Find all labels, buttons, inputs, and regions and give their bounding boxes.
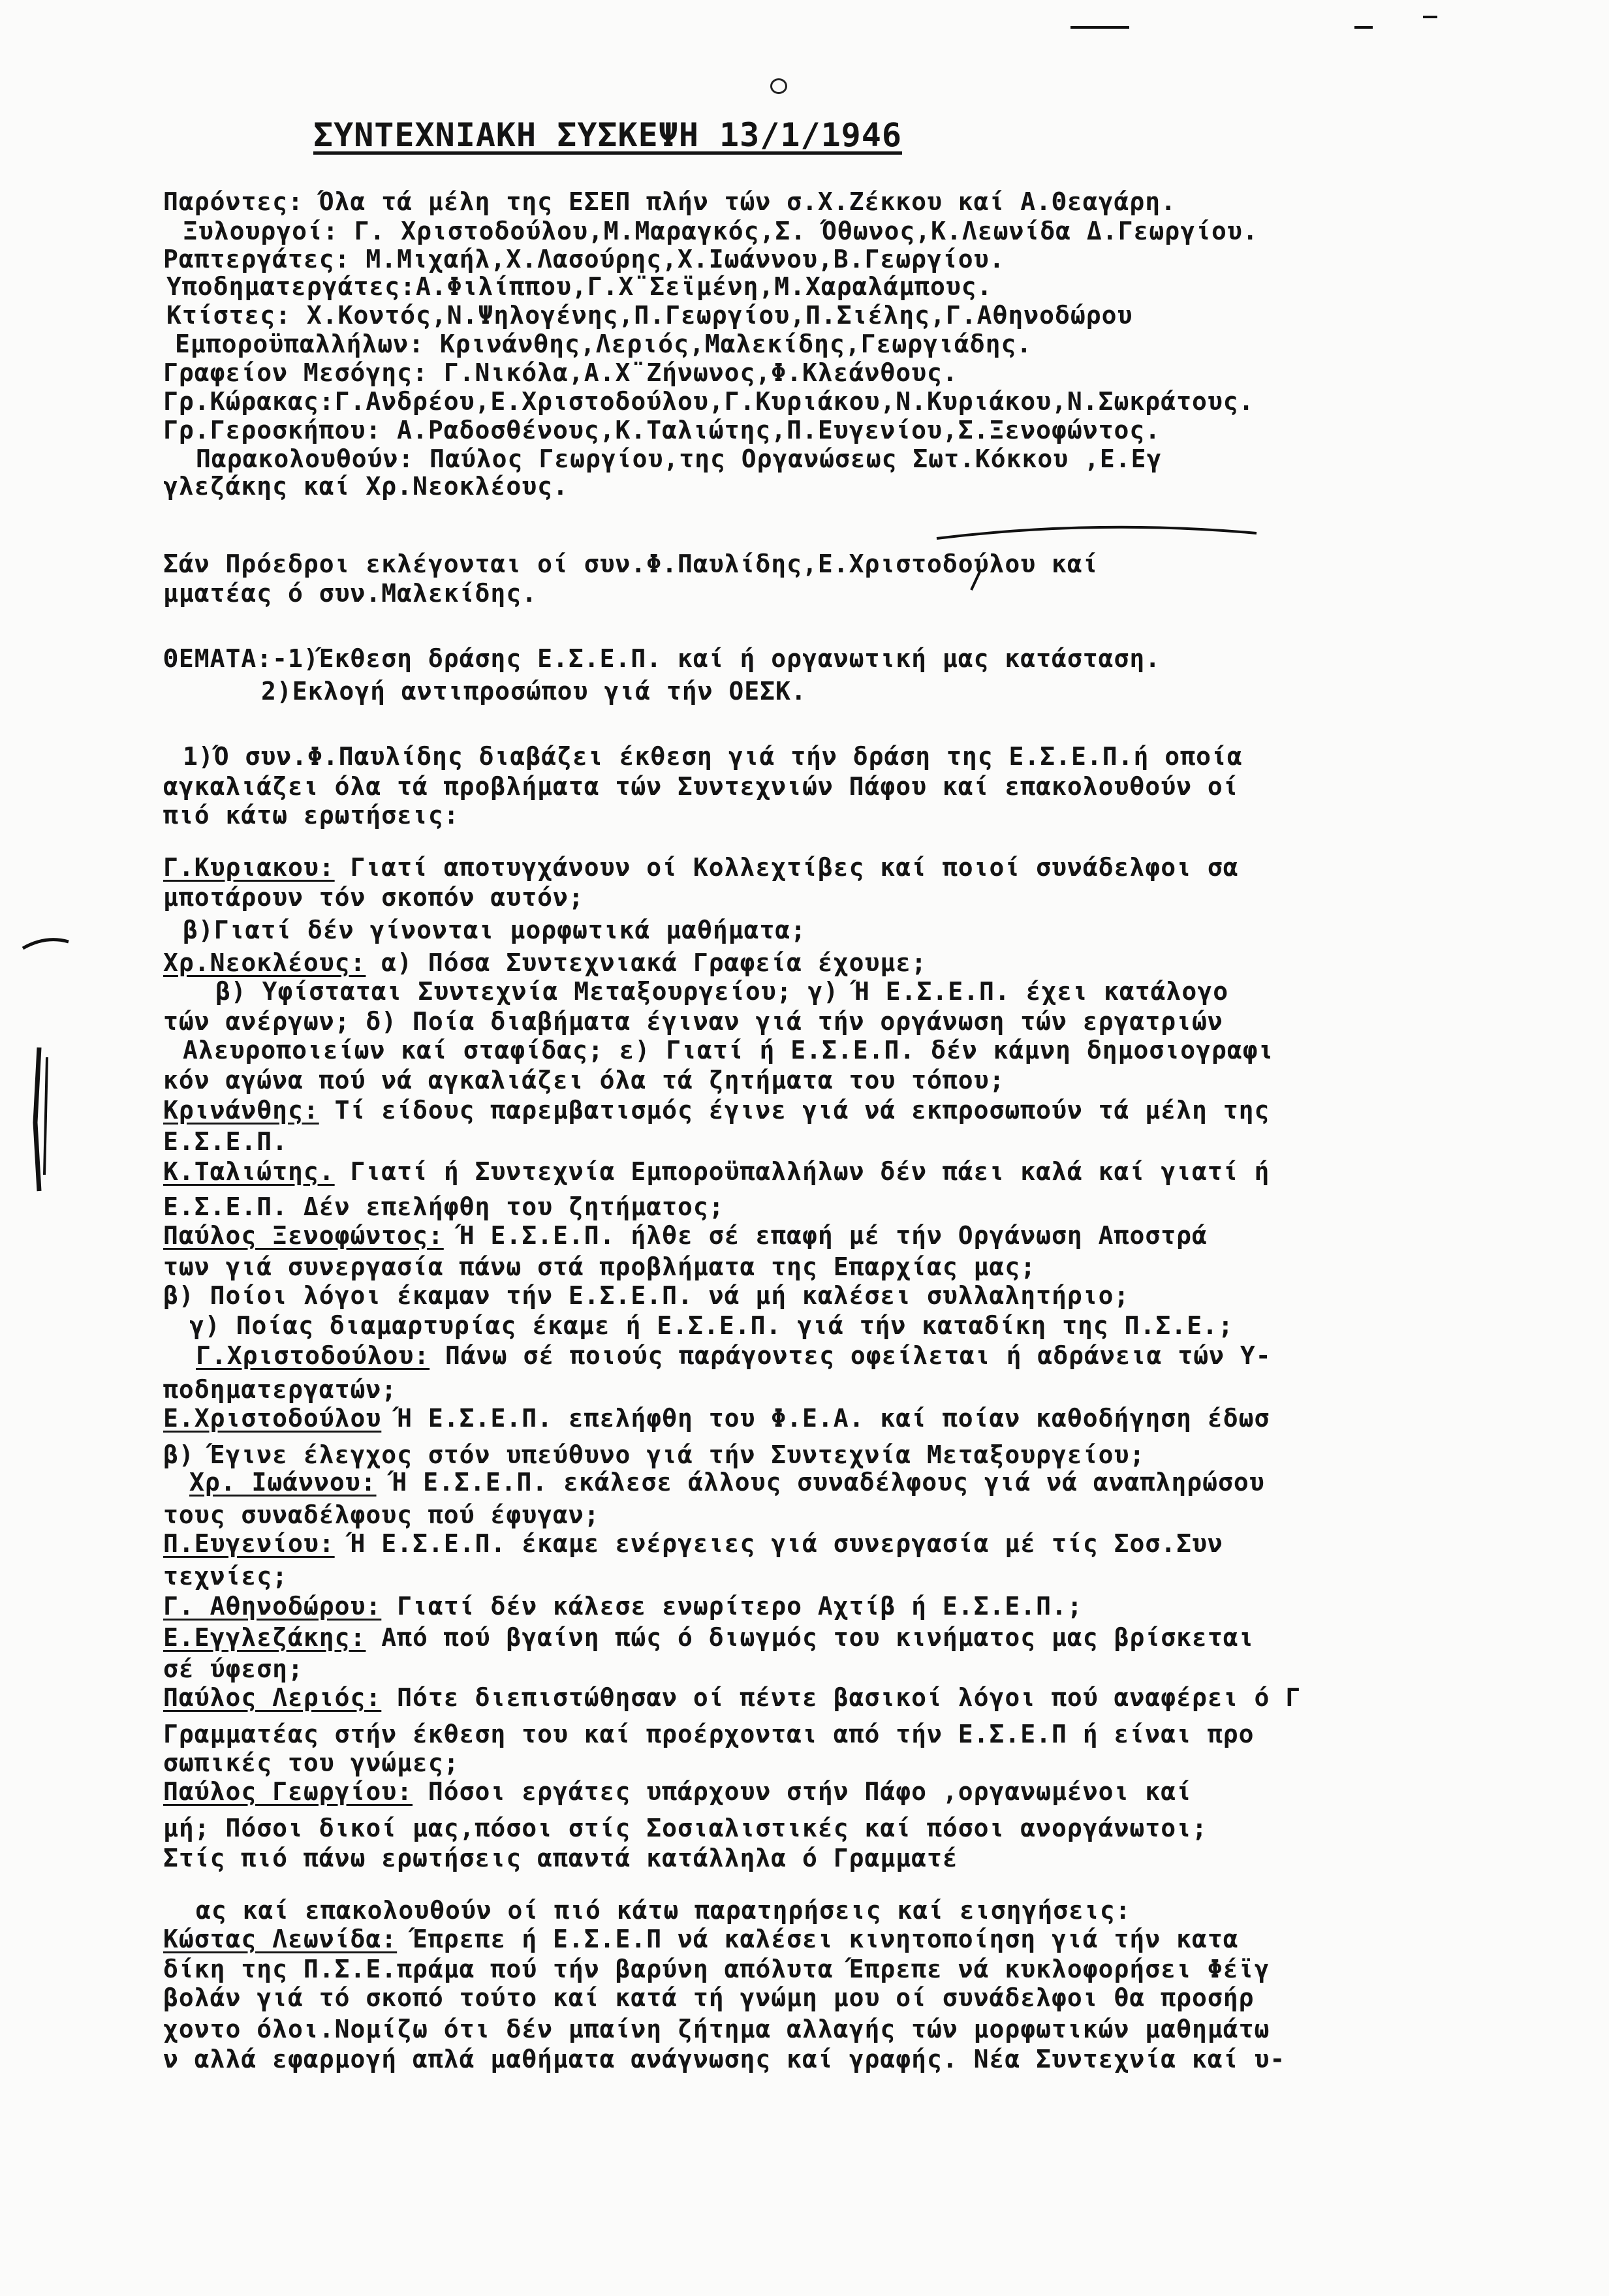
- speaker-label: Π.Ευγενίου:: [163, 1529, 335, 1558]
- text-line: Κρινάνθης: Τί είδους παρεμβατισμός έγινε γιά νά εκπροσωπούν τά μέλη της: [163, 1096, 1270, 1125]
- speaker-label: Κ.Ταλιώτης.: [163, 1157, 335, 1186]
- text-line: πιό κάτω ερωτήσεις:: [163, 801, 460, 830]
- text-line: ΘΕΜΑΤΑ:-1)Έκθεση δράσης Ε.Σ.Ε.Π. καί ή οργανωτική μας κατάσταση.: [163, 644, 1161, 673]
- text-line: Εμποροϋπαλλήλων: Κρινάνθης,Λεριός,Μαλεκίδης,Γεωργιάδης.: [175, 330, 1033, 358]
- scan-mark: [1070, 26, 1129, 29]
- text-line: Παύλος Γεωργίου: Πόσοι εργάτες υπάρχουν στήν Πάφο ,οργανωμένοι καί: [163, 1777, 1192, 1806]
- text-line: Κ.Ταλιώτης. Γιατί ή Συντεχνία Εμποροϋπαλλήλων δέν πάει καλά καί γιατί ή: [163, 1157, 1270, 1186]
- text-line: γλεζάκης καί Χρ.Νεοκλέους.: [163, 472, 569, 501]
- margin-arrow-mark: [20, 930, 72, 956]
- text-line: Ε.Χριστοδούλου Ή Ε.Σ.Ε.Π. επελήφθη του Φ.Ε.Α. καί ποίαν καθοδήγηση έδωσ: [163, 1404, 1270, 1433]
- text-line: Π.Ευγενίου: Ή Ε.Σ.Ε.Π. έκαμε ενέργειες γιά συνεργασία μέ τίς Σοσ.Συν: [163, 1529, 1223, 1558]
- text-line: ποδηματεργατών;: [163, 1375, 398, 1404]
- text-line: Υποδηματεργάτες:Α.Φιλίππου,Γ.Χ¨Σεϊμένη,Μ.Χαραλάμπους.: [166, 272, 993, 301]
- scan-mark: [1354, 26, 1373, 29]
- scan-mark: [770, 78, 787, 94]
- text-line: Ραπτεργάτες: Μ.Μιχαήλ,Χ.Λασούρης,Χ.Ιωάννου,Β.Γεωργίου.: [163, 245, 1005, 273]
- text-line: Στίς πιό πάνω ερωτήσεις απαντά κατάλληλα ό Γραμματέ: [163, 1844, 958, 1872]
- text-line: τών ανέργων; δ) Ποία διαβήματα έγιναν γιά τήν οργάνωση τών εργατριών: [163, 1007, 1223, 1036]
- text-line: τους συναδέλφους πού έφυγαν;: [163, 1500, 600, 1529]
- text-line: ν αλλά εφαρμογή απλά μαθήματα ανάγνωσης καί γραφής. Νέα Συντεχνία καί υ-: [163, 2045, 1286, 2073]
- speaker-label: Κώστας Λεωνίδα:: [163, 1925, 398, 1953]
- text-line: ας καί επακολουθούν οί πιό κάτω παρατηρήσεις καί εισηγήσεις:: [196, 1896, 1131, 1925]
- text-line: Κτίστες: Χ.Κοντός,Ν.Ψηλογένης,Π.Γεωργίου,Π.Σιέλης,Γ.Αθηνοδώρου: [166, 301, 1133, 330]
- text-line: αγκαλιάζει όλα τά προβλήματα τών Συντεχνιών Πάφου καί επακολουθούν οί: [163, 772, 1239, 801]
- speaker-label: Κρινάνθης:: [163, 1096, 319, 1125]
- speaker-label: Παύλος Γεωργίου:: [163, 1777, 413, 1806]
- text-line: γ) Ποίας διαμαρτυρίας έκαμε ή Ε.Σ.Ε.Π. γιά τήν καταδίκη της Π.Σ.Ε.;: [189, 1311, 1234, 1340]
- text-line: Χρ.Νεοκλέους: α) Πόσα Συντεχνιακά Γραφεία έχουμε;: [163, 948, 928, 977]
- text-line: 2)Εκλογή αντιπροσώπου γιά τήν ΟΕΣΚ.: [261, 677, 807, 706]
- text-line: τεχνίες;: [163, 1562, 289, 1590]
- speaker-label: Χρ. Ιωάννου:: [189, 1468, 377, 1497]
- tick-mark: [966, 568, 986, 594]
- text-line: κόν αγώνα πού νά αγκαλιάζει όλα τά ζητήματα του τόπου;: [163, 1066, 1005, 1094]
- speaker-label: Παύλος Ξενοφώντος:: [163, 1221, 444, 1250]
- text-line: Παύλος Ξενοφώντος: Ή Ε.Σ.Ε.Π. ήλθε σέ επαφή μέ τήν Οργάνωση Αποστρά: [163, 1221, 1208, 1250]
- text-line: σωπικές του γνώμες;: [163, 1748, 460, 1777]
- text-line: Παρακολουθούν: Παύλος Γεωργίου,της Οργανώσεως Σωτ.Κόκκου ,Ε.Εγ: [196, 444, 1163, 473]
- speaker-label: Χρ.Νεοκλέους:: [163, 948, 366, 977]
- text-line: Χρ. Ιωάννου: Ή Ε.Σ.Ε.Π. εκάλεσε άλλους συναδέλφους γιά νά αναπληρώσου: [189, 1468, 1265, 1497]
- text-line: Ε.Εγγλεζάκης: Από πού βγαίνη πώς ό διωγμός του κινήματος μας βρίσκεται: [163, 1623, 1255, 1652]
- text-line: βολάν γιά τό σκοπό τούτο καί κατά τή γνώμη μου οί συνάδελφοι θα προσήρ: [163, 1983, 1255, 2012]
- text-line: Γ.Κυριακου: Γιατί αποτυγχάνουν οί Κολλεχτίβες καί ποιοί συνάδελφοι σα: [163, 853, 1239, 882]
- text-line: 1)Ό συν.Φ.Παυλίδης διαβάζει έκθεση γιά τήν δράση της Ε.Σ.Ε.Π.ή οποία: [183, 742, 1243, 771]
- text-line: Ε.Σ.Ε.Π. Δέν επελήφθη του ζητήματος;: [163, 1192, 725, 1221]
- speaker-label: Γ.Χριστοδούλου:: [196, 1341, 430, 1370]
- speaker-label: Ε.Εγγλεζάκης:: [163, 1623, 366, 1652]
- text-line: β)Γιατί δέν γίνονται μορφωτικά μαθήματα;: [183, 916, 807, 944]
- text-line: μή; Πόσοι δικοί μας,πόσοι στίς Σοσιαλιστικές καί πόσοι ανοργάνωτοι;: [163, 1814, 1208, 1842]
- text-line: β) Έγινε έλεγχος στόν υπεύθυνο γιά τήν Συντεχνία Μεταξουργείου;: [163, 1440, 1146, 1469]
- text-line: Γρ.Γεροσκήπου: Α.Ραδοσθένους,Κ.Ταλιώτης,Π.Ευγενίου,Σ.Ξενοφώντος.: [163, 416, 1161, 444]
- text-line: Γραφείον Μεσόγης: Γ.Νικόλα,Α.Χ¨Ζήνωνος,Φ.Κλεάνθους.: [163, 358, 958, 387]
- text-line: Αλευροποιείων καί σταφίδας; ε) Γιατί ή Ε.Σ.Ε.Π. δέν κάμνη δημοσιογραφι: [183, 1036, 1274, 1064]
- text-line: Γρ.Κώρακας:Γ.Ανδρέου,Ε.Χριστοδούλου,Γ.Κυριάκου,Ν.Κυριάκου,Ν.Σωκράτους.: [163, 387, 1255, 416]
- text-line: Σάν Πρόεδροι εκλέγονται οί συν.Φ.Παυλίδης,Ε.Χριστοδούλου καί: [163, 550, 1099, 578]
- speaker-label: Γ.Κυριακου:: [163, 853, 335, 882]
- text-line: Γ. Αθηνοδώρου: Γιατί δέν κάλεσε ενωρίτερο Αχτίβ ή Ε.Σ.Ε.Π.;: [163, 1592, 1083, 1621]
- text-line: Παρόντες: Όλα τά μέλη της ΕΣΕΠ πλήν τών σ.Χ.Ζέκκου καί Α.Θεαγάρη.: [163, 187, 1177, 216]
- speaker-label: Παύλος Λεριός:: [163, 1683, 382, 1712]
- text-line: μποτάρουν τόν σκοπόν αυτόν;: [163, 883, 584, 912]
- text-line: σέ ύφεση;: [163, 1654, 304, 1683]
- strike-mark: [933, 519, 1260, 545]
- text-line: Παύλος Λεριός: Πότε διεπιστώθησαν οί πέντε βασικοί λόγοι πού αναφέρει ό Γ: [163, 1683, 1302, 1712]
- document-title: ΣΥΝΤΕΧΝΙΑΚΗ ΣΥΣΚΕΨΗ 13/1/1946: [313, 116, 902, 154]
- text-line: Κώστας Λεωνίδα: Έπρεπε ή Ε.Σ.Ε.Π νά καλέσει κινητοποίηση γιά τήν κατα: [163, 1925, 1239, 1953]
- speaker-label: Γ. Αθηνοδώρου:: [163, 1592, 382, 1621]
- scan-mark: [1423, 16, 1437, 18]
- text-line: β) Ποίοι λόγοι έκαμαν τήν Ε.Σ.Ε.Π. νά μή καλέσει συλλαλητήριο;: [163, 1281, 1130, 1310]
- speaker-label: Ε.Χριστοδούλου: [163, 1404, 382, 1433]
- text-line: Γ.Χριστοδούλου: Πάνω σέ ποιούς παράγοντες οφείλεται ή αδράνεια τών Υ-: [196, 1341, 1272, 1370]
- text-line: Ξυλουργοί: Γ. Χριστοδούλου,Μ.Μαραγκός,Σ. Όθωνος,Κ.Λεωνίδα Δ.Γεωργίου.: [183, 217, 1258, 245]
- text-line: μματέας ό συν.Μαλεκίδης.: [163, 579, 538, 608]
- text-line: Ε.Σ.Ε.Π.: [163, 1127, 289, 1156]
- text-line: χοντο όλοι.Νομίζω ότι δέν μπαίνη ζήτημα αλλαγής τών μορφωτικών μαθημάτω: [163, 2015, 1270, 2043]
- text-line: των γιά συνεργασία πάνω στά προβλήματα της Επαρχίας μας;: [163, 1252, 1037, 1281]
- text-line: Γραμματέας στήν έκθεση του καί προέρχονται από τήν Ε.Σ.Ε.Π ή είναι προ: [163, 1720, 1255, 1748]
- text-line: δίκη της Π.Σ.Ε.πράμα πού τήν βαρύνη απόλυτα Έπρεπε νά κυκλοφορήσει Φέϊγ: [163, 1955, 1270, 1983]
- margin-bracket-mark: [26, 1044, 52, 1194]
- text-line: β) Υφίσταται Συντεχνία Μεταξουργείου; γ) Ή Ε.Σ.Ε.Π. έχει κατάλογο: [215, 977, 1229, 1006]
